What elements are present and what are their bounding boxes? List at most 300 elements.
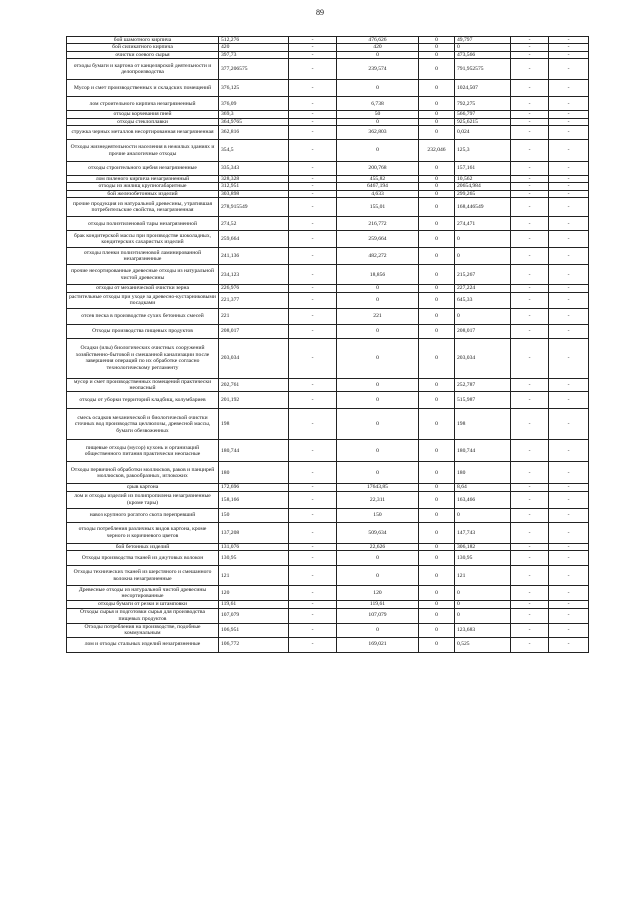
value-cell-5: 49,797 — [455, 37, 511, 44]
value-cell-4: 0 — [419, 491, 455, 508]
waste-type-cell: отходы полиэтиленовой тары незагрязненной — [67, 217, 219, 231]
waste-type-cell: Отходы сырья и подготовки сырья для производства пищевых продуктов — [67, 608, 219, 623]
value-cell-6: - — [511, 338, 549, 378]
value-cell-3: 455,82 — [337, 176, 419, 183]
value-cell-3: 0 — [337, 80, 419, 97]
value-cell-4: 0 — [419, 440, 455, 462]
value-cell-5: 168,446549 — [455, 198, 511, 217]
table-row — [67, 543, 589, 550]
waste-type-cell: отходы бумаги и картона от канцелярской деятельности и делопроизводства — [67, 59, 219, 80]
value-cell-3: 0 — [337, 292, 419, 308]
value-cell-7: - — [549, 543, 589, 550]
value-cell-4: 0 — [419, 176, 455, 183]
value-cell-2: - — [289, 51, 337, 58]
waste-type-cell: лом пиленого кирпича незагрязненный — [67, 176, 219, 183]
value-cell-2: - — [289, 586, 337, 601]
value-cell-4: 0 — [419, 37, 455, 44]
value-cell-7: - — [549, 608, 589, 623]
value-cell-4: 0 — [419, 522, 455, 543]
value-cell-5: 215,267 — [455, 265, 511, 285]
value-cell-5: 130,95 — [455, 551, 511, 566]
value-cell-7: - — [549, 566, 589, 586]
value-cell-6: - — [511, 491, 549, 508]
value-cell-3: 0 — [337, 440, 419, 462]
value-cell-6: - — [511, 111, 549, 118]
value-cell-6: - — [511, 248, 549, 265]
value-cell-1: 362,816 — [219, 126, 289, 140]
value-cell-7: - — [549, 176, 589, 183]
table-row — [67, 59, 589, 80]
waste-type-cell: отходы пленки полиэтиленовой ламинированной незагрязненные — [67, 248, 219, 265]
table-row — [67, 248, 589, 265]
value-cell-2: - — [289, 338, 337, 378]
value-cell-2: - — [289, 190, 337, 197]
value-cell-2: - — [289, 176, 337, 183]
value-cell-4: 0 — [419, 265, 455, 285]
value-cell-1: 130,95 — [219, 551, 289, 566]
value-cell-3: 0 — [337, 378, 419, 392]
value-cell-6: - — [511, 601, 549, 608]
waste-type-cell: прочие несортированные древесные отходы из натуральной чистой древесины — [67, 265, 219, 285]
value-cell-6: - — [511, 608, 549, 623]
value-cell-5: 0 — [455, 601, 511, 608]
waste-type-cell: бой бетонных изделий — [67, 543, 219, 550]
table-row — [67, 586, 589, 601]
waste-type-cell: отходы от механической очистки зерна — [67, 285, 219, 292]
value-cell-1: 158,166 — [219, 491, 289, 508]
value-cell-3: 0 — [337, 392, 419, 409]
table-row — [67, 522, 589, 543]
page-number: 89 — [316, 8, 324, 17]
waste-type-cell: мусор и смет производственных помещений практически неопасный — [67, 378, 219, 392]
waste-statistics-table — [66, 36, 589, 653]
value-cell-4: 0 — [419, 392, 455, 409]
table-row — [67, 338, 589, 378]
value-cell-2: - — [289, 217, 337, 231]
value-cell-7: - — [549, 551, 589, 566]
value-cell-5: 180,744 — [455, 440, 511, 462]
value-cell-3: 0 — [337, 285, 419, 292]
value-cell-3: 216,772 — [337, 217, 419, 231]
value-cell-5: 0 — [455, 508, 511, 522]
value-cell-2: - — [289, 440, 337, 462]
waste-type-cell: лом и отходы изделий из полипропилена незагрязненные (кроме тары) — [67, 491, 219, 508]
value-cell-2: - — [289, 409, 337, 440]
value-cell-4: 0 — [419, 217, 455, 231]
value-cell-3: 169,021 — [337, 637, 419, 652]
value-cell-3: 0 — [337, 409, 419, 440]
value-cell-1: 354,5 — [219, 140, 289, 162]
value-cell-1: 120 — [219, 586, 289, 601]
waste-type-cell: отходы потребления различных видов картона, кроме черного и коричневого цветов — [67, 522, 219, 543]
value-cell-2: - — [289, 378, 337, 392]
value-cell-4: 0 — [419, 608, 455, 623]
value-cell-2: - — [289, 59, 337, 80]
table-row — [67, 378, 589, 392]
value-cell-4: 0 — [419, 162, 455, 176]
table-row — [67, 566, 589, 586]
value-cell-4: 0 — [419, 183, 455, 190]
value-cell-2: - — [289, 522, 337, 543]
value-cell-2: - — [289, 231, 337, 248]
value-cell-6: - — [511, 37, 549, 44]
value-cell-3: 6467,194 — [337, 183, 419, 190]
waste-type-cell: брак кондитерской массы при производстве шоколадных, кондитерских сахаристых изделий — [67, 231, 219, 248]
value-cell-6: - — [511, 551, 549, 566]
value-cell-1: 241,136 — [219, 248, 289, 265]
value-cell-4: 0 — [419, 409, 455, 440]
value-cell-6: - — [511, 440, 549, 462]
value-cell-5: 20654,984 — [455, 183, 511, 190]
value-cell-1: 369,3 — [219, 111, 289, 118]
value-cell-5: 566,797 — [455, 111, 511, 118]
value-cell-7: - — [549, 37, 589, 44]
value-cell-1: 106,772 — [219, 637, 289, 652]
value-cell-1: 234,123 — [219, 265, 289, 285]
value-cell-6: - — [511, 637, 549, 652]
value-cell-4: 0 — [419, 118, 455, 125]
value-cell-6: - — [511, 198, 549, 217]
value-cell-7: - — [549, 586, 589, 601]
value-cell-5: 473,566 — [455, 51, 511, 58]
value-cell-1: 180 — [219, 462, 289, 484]
value-cell-2: - — [289, 198, 337, 217]
waste-type-cell: стружка черных металлов несортированная незагрязненная — [67, 126, 219, 140]
value-cell-7: - — [549, 118, 589, 125]
value-cell-2: - — [289, 551, 337, 566]
value-cell-3: 0 — [337, 623, 419, 637]
value-cell-3: 0 — [337, 462, 419, 484]
value-cell-6: - — [511, 378, 549, 392]
value-cell-3: 22,626 — [337, 543, 419, 550]
table-row — [67, 162, 589, 176]
value-cell-6: - — [511, 484, 549, 491]
value-cell-7: - — [549, 409, 589, 440]
value-cell-1: 335,343 — [219, 162, 289, 176]
value-cell-3: 120 — [337, 586, 419, 601]
value-cell-5: 306,182 — [455, 543, 511, 550]
value-cell-5: 203,034 — [455, 338, 511, 378]
waste-type-cell: Отходы технических тканей из шерстяного и смешанного волокна незагрязненные — [67, 566, 219, 586]
value-cell-1: 303,898 — [219, 190, 289, 197]
value-cell-5: 121 — [455, 566, 511, 586]
value-cell-4: 0 — [419, 292, 455, 308]
value-cell-4: 0 — [419, 285, 455, 292]
value-cell-7: - — [549, 508, 589, 522]
value-cell-5: 0 — [455, 231, 511, 248]
value-cell-1: 376,09 — [219, 97, 289, 111]
table-row — [67, 44, 589, 51]
value-cell-6: - — [511, 265, 549, 285]
waste-type-cell: Отходы потребления на производстве, подобные коммунальным — [67, 623, 219, 637]
value-cell-6: - — [511, 80, 549, 97]
value-cell-3: 476,626 — [337, 37, 419, 44]
value-cell-1: 397,73 — [219, 51, 289, 58]
table-row — [67, 462, 589, 484]
value-cell-4: 0 — [419, 637, 455, 652]
table-row — [67, 292, 589, 308]
value-cell-1: 259,664 — [219, 231, 289, 248]
value-cell-6: - — [511, 543, 549, 550]
value-cell-4: 0 — [419, 308, 455, 324]
value-cell-6: - — [511, 176, 549, 183]
table-row — [67, 51, 589, 58]
value-cell-7: - — [549, 338, 589, 378]
value-cell-5: 252,787 — [455, 378, 511, 392]
value-cell-3: 22,311 — [337, 491, 419, 508]
value-cell-6: - — [511, 183, 549, 190]
value-cell-1: 107,079 — [219, 608, 289, 623]
value-cell-4: 0 — [419, 44, 455, 51]
value-cell-4: 0 — [419, 59, 455, 80]
table-row — [67, 308, 589, 324]
value-cell-4: 232,046 — [419, 140, 455, 162]
value-cell-4: 0 — [419, 248, 455, 265]
value-cell-6: - — [511, 409, 549, 440]
table-row — [67, 551, 589, 566]
value-cell-1: 221,377 — [219, 292, 289, 308]
value-cell-7: - — [549, 324, 589, 338]
table-row — [67, 111, 589, 118]
value-cell-2: - — [289, 265, 337, 285]
value-cell-1: 150 — [219, 508, 289, 522]
value-cell-4: 0 — [419, 551, 455, 566]
value-cell-5: 925,6215 — [455, 118, 511, 125]
value-cell-3: 482,272 — [337, 248, 419, 265]
value-cell-3: 239,574 — [337, 59, 419, 80]
value-cell-7: - — [549, 248, 589, 265]
table-row — [67, 231, 589, 248]
value-cell-7: - — [549, 59, 589, 80]
table-row — [67, 409, 589, 440]
value-cell-5: 180 — [455, 462, 511, 484]
table-row — [67, 183, 589, 190]
value-cell-2: - — [289, 508, 337, 522]
value-cell-5: 792,275 — [455, 97, 511, 111]
value-cell-6: - — [511, 285, 549, 292]
value-cell-7: - — [549, 126, 589, 140]
value-cell-7: - — [549, 308, 589, 324]
value-cell-2: - — [289, 637, 337, 652]
value-cell-2: - — [289, 543, 337, 550]
value-cell-5: 10,562 — [455, 176, 511, 183]
value-cell-5: 791,952575 — [455, 59, 511, 80]
value-cell-2: - — [289, 140, 337, 162]
table-row — [67, 198, 589, 217]
waste-type-cell: срыв картона — [67, 484, 219, 491]
value-cell-4: 0 — [419, 231, 455, 248]
value-cell-6: - — [511, 586, 549, 601]
waste-type-cell: отходы строительного щебня незагрязненные — [67, 162, 219, 176]
value-cell-6: - — [511, 623, 549, 637]
value-cell-5: 1024,507 — [455, 80, 511, 97]
value-cell-7: - — [549, 292, 589, 308]
value-cell-4: 0 — [419, 543, 455, 550]
table-row — [67, 324, 589, 338]
value-cell-1: 377,206575 — [219, 59, 289, 80]
value-cell-1: 208,017 — [219, 324, 289, 338]
value-cell-1: 274,52 — [219, 217, 289, 231]
waste-type-cell: Древесные отходы из натуральной чистой древесины несортированные — [67, 586, 219, 601]
waste-type-cell: бой железобетонных изделий — [67, 190, 219, 197]
table-row — [67, 392, 589, 409]
value-cell-4: 0 — [419, 378, 455, 392]
value-cell-5: 157,161 — [455, 162, 511, 176]
value-cell-5: 0,024 — [455, 126, 511, 140]
value-cell-2: - — [289, 484, 337, 491]
value-cell-2: - — [289, 162, 337, 176]
value-cell-6: - — [511, 190, 549, 197]
table-row — [67, 37, 589, 44]
value-cell-1: 221 — [219, 308, 289, 324]
value-cell-7: - — [549, 440, 589, 462]
value-cell-7: - — [549, 285, 589, 292]
waste-type-cell: прочие продукция из натуральной древесины, утратившая потребительские свойства, незагрязненная — [67, 198, 219, 217]
value-cell-7: - — [549, 44, 589, 51]
value-cell-7: - — [549, 637, 589, 652]
value-cell-6: - — [511, 118, 549, 125]
waste-type-cell: отходы корчевания пней — [67, 111, 219, 118]
value-cell-3: 6,738 — [337, 97, 419, 111]
table-row — [67, 140, 589, 162]
value-cell-7: - — [549, 491, 589, 508]
value-cell-6: - — [511, 392, 549, 409]
value-cell-6: - — [511, 126, 549, 140]
table-row — [67, 440, 589, 462]
value-cell-5: 0 — [455, 308, 511, 324]
value-cell-5: 0 — [455, 586, 511, 601]
value-cell-4: 0 — [419, 111, 455, 118]
table-row — [67, 285, 589, 292]
value-cell-4: 0 — [419, 601, 455, 608]
value-cell-6: - — [511, 44, 549, 51]
value-cell-3: 420 — [337, 44, 419, 51]
value-cell-4: 0 — [419, 80, 455, 97]
table-row — [67, 190, 589, 197]
value-cell-3: 155,01 — [337, 198, 419, 217]
value-cell-4: 0 — [419, 190, 455, 197]
value-cell-7: - — [549, 183, 589, 190]
value-cell-2: - — [289, 111, 337, 118]
value-cell-7: - — [549, 623, 589, 637]
waste-type-cell: Отходы производства тканей из джутовых волокон — [67, 551, 219, 566]
value-cell-1: 201,192 — [219, 392, 289, 409]
value-cell-4: 0 — [419, 462, 455, 484]
value-cell-2: - — [289, 608, 337, 623]
value-cell-2: - — [289, 623, 337, 637]
value-cell-7: - — [549, 392, 589, 409]
value-cell-4: 0 — [419, 484, 455, 491]
value-cell-1: 226,976 — [219, 285, 289, 292]
value-cell-2: - — [289, 37, 337, 44]
table-row — [67, 491, 589, 508]
table-row — [67, 601, 589, 608]
waste-type-cell: отходы от уборки территорий кладбищ, колумбариев — [67, 392, 219, 409]
value-cell-6: - — [511, 140, 549, 162]
value-cell-2: - — [289, 392, 337, 409]
value-cell-7: - — [549, 484, 589, 491]
value-cell-3: 0 — [337, 551, 419, 566]
value-cell-3: 119,61 — [337, 601, 419, 608]
value-cell-1: 131,076 — [219, 543, 289, 550]
value-cell-1: 364,9765 — [219, 118, 289, 125]
waste-type-cell: лом и отходы стальных изделий незагрязненные — [67, 637, 219, 652]
value-cell-1: 121 — [219, 566, 289, 586]
value-cell-4: 0 — [419, 508, 455, 522]
value-cell-3: 0 — [337, 51, 419, 58]
value-cell-1: 512,276 — [219, 37, 289, 44]
value-cell-5: 198 — [455, 409, 511, 440]
table-row — [67, 265, 589, 285]
value-cell-5: 299,265 — [455, 190, 511, 197]
value-cell-6: - — [511, 162, 549, 176]
value-cell-3: 509,634 — [337, 522, 419, 543]
value-cell-2: - — [289, 80, 337, 97]
value-cell-7: - — [549, 462, 589, 484]
waste-type-cell: растительные отходы при уходе за древесно-кустарниковыми посадками — [67, 292, 219, 308]
value-cell-1: 202,761 — [219, 378, 289, 392]
value-cell-1: 119,61 — [219, 601, 289, 608]
value-cell-1: 312,951 — [219, 183, 289, 190]
value-cell-4: 0 — [419, 338, 455, 378]
value-cell-7: - — [549, 51, 589, 58]
value-cell-4: 0 — [419, 623, 455, 637]
value-cell-2: - — [289, 126, 337, 140]
value-cell-2: - — [289, 324, 337, 338]
value-cell-5: 147,743 — [455, 522, 511, 543]
value-cell-2: - — [289, 97, 337, 111]
waste-type-cell: отсев песка в производстве сухих бетонных смесей — [67, 308, 219, 324]
waste-type-cell: навоз крупного рогатого скота перепревший — [67, 508, 219, 522]
value-cell-6: - — [511, 231, 549, 248]
value-cell-1: 106,951 — [219, 623, 289, 637]
value-cell-2: - — [289, 248, 337, 265]
value-cell-2: - — [289, 308, 337, 324]
value-cell-2: - — [289, 601, 337, 608]
value-cell-1: 376,125 — [219, 80, 289, 97]
value-cell-6: - — [511, 462, 549, 484]
waste-type-cell: смесь осадков механической и биологической очистки сточных вод производства целлюлозы, древесной массы, бумаги обезвоженных — [67, 409, 219, 440]
table-row — [67, 508, 589, 522]
waste-type-cell: лом строительного кирпича незагрязненный — [67, 97, 219, 111]
value-cell-6: - — [511, 51, 549, 58]
value-cell-5: 8,64 — [455, 484, 511, 491]
value-cell-3: 259,664 — [337, 231, 419, 248]
value-cell-2: - — [289, 491, 337, 508]
value-cell-1: 203,034 — [219, 338, 289, 378]
waste-type-cell: очистки соевого сырья — [67, 51, 219, 58]
value-cell-3: 0 — [337, 118, 419, 125]
value-cell-3: 107,079 — [337, 608, 419, 623]
value-cell-7: - — [549, 217, 589, 231]
value-cell-3: 17643,85 — [337, 484, 419, 491]
value-cell-7: - — [549, 190, 589, 197]
value-cell-7: - — [549, 111, 589, 118]
value-cell-3: 200,768 — [337, 162, 419, 176]
value-cell-6: - — [511, 566, 549, 586]
value-cell-4: 0 — [419, 324, 455, 338]
value-cell-1: 198 — [219, 409, 289, 440]
value-cell-7: - — [549, 522, 589, 543]
value-cell-5: 0 — [455, 608, 511, 623]
table-row — [67, 217, 589, 231]
value-cell-5: 123,683 — [455, 623, 511, 637]
value-cell-5: 274,471 — [455, 217, 511, 231]
value-cell-2: - — [289, 462, 337, 484]
value-cell-3: 4,633 — [337, 190, 419, 197]
value-cell-6: - — [511, 292, 549, 308]
value-cell-1: 420 — [219, 44, 289, 51]
